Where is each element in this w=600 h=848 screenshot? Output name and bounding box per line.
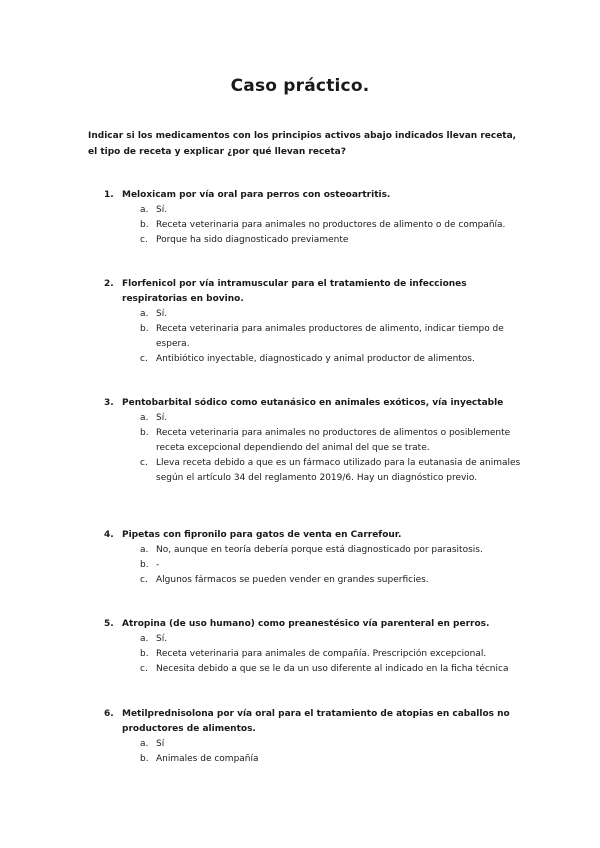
- question-number: 4.: [104, 530, 114, 540]
- question-text: Metilprednisolona por vía oral para el tratamiento de atopias en caballos no productores de alimentos.: [122, 709, 510, 734]
- question-3: [104, 396, 524, 486]
- question-6: [104, 707, 524, 767]
- answer-letter: b.: [140, 560, 149, 570]
- question-text: Atropina (de uso humano) como preanestésico vía parenteral en perros.: [122, 619, 490, 629]
- answer-text: Receta veterinaria para animales no productores de alimento o de compañía.: [156, 220, 506, 230]
- question-number: 3.: [104, 398, 114, 408]
- answer-text: Antibiótico inyectable, diagnosticado y animal productor de alimentos.: [156, 354, 475, 364]
- answer-text: -: [156, 560, 160, 570]
- answer-letter: a.: [140, 205, 149, 215]
- question-text: Pentobarbital sódico como eutanásico en animales exóticos, vía inyectable: [122, 398, 504, 408]
- question-4: [104, 528, 524, 588]
- answer-letter: a.: [140, 545, 149, 555]
- answer-text: Sí.: [156, 205, 168, 215]
- answer-letter: c.: [140, 354, 148, 364]
- answer-letter: c.: [140, 235, 148, 245]
- question-1: [104, 188, 524, 248]
- answer-letter: b.: [140, 324, 149, 334]
- answer-text: Sí.: [156, 634, 168, 644]
- answer-letter: b.: [140, 754, 149, 764]
- answer-text: Algunos fármacos se pueden vender en grandes superficies.: [156, 575, 429, 585]
- instructions: Indicar si los medicamentos con los principios activos abajo indicados llevan receta, el tipo de receta y explicar ¿por qué llevan receta?: [88, 131, 517, 157]
- answer-text: Animales de compañía: [156, 754, 259, 764]
- question-number: 2.: [104, 279, 114, 289]
- question-number: 6.: [104, 709, 114, 719]
- question-5: [104, 617, 524, 677]
- answer-letter: a.: [140, 413, 149, 423]
- answer-letter: b.: [140, 649, 149, 659]
- question-text: Pipetas con fipronilo para gatos de venta en Carrefour.: [122, 530, 402, 540]
- answer-text: Sí.: [156, 413, 168, 423]
- answer-letter: c.: [140, 458, 148, 468]
- answer-text: No, aunque en teoría debería porque está diagnosticado por parasitosis.: [156, 545, 483, 555]
- question-text: Florfenicol por vía intramuscular para el tratamiento de infecciones respiratorias en bovino.: [122, 279, 467, 304]
- question-number: 1.: [104, 190, 114, 200]
- answer-letter: a.: [140, 634, 149, 644]
- answer-text: Receta veterinaria para animales de compañía. Prescripción excepcional.: [156, 649, 487, 659]
- question-2: [104, 277, 524, 367]
- page-title: Caso práctico.: [230, 76, 370, 96]
- answer-text: Receta veterinaria para animales productores de alimento, indicar tiempo de espera.: [156, 324, 504, 349]
- answer-letter: a.: [140, 309, 149, 319]
- answer-text: Sí.: [156, 309, 168, 319]
- answer-letter: b.: [140, 428, 149, 438]
- answer-letter: a.: [140, 739, 149, 749]
- question-number: 5.: [104, 619, 114, 629]
- answer-letter: b.: [140, 220, 149, 230]
- answer-text: Receta veterinaria para animales no productores de alimentos o posiblemente receta excepcional dependiendo del animal del que se trate.: [156, 428, 511, 453]
- answer-letter: c.: [140, 575, 148, 585]
- question-text: Meloxicam por vía oral para perros con osteoartritis.: [122, 190, 391, 200]
- answer-text: Porque ha sido diagnosticado previamente: [156, 235, 349, 245]
- answer-letter: c.: [140, 664, 148, 674]
- answer-text: Lleva receta debido a que es un fármaco utilizado para la eutanasia de animales según el artículo 34 del reglamento 2019/6. Hay un diagnóstico previo.: [156, 458, 521, 483]
- answer-text: Sí: [156, 739, 165, 749]
- answer-text: Necesita debido a que se le da un uso diferente al indicado en la ficha técnica: [156, 664, 509, 674]
